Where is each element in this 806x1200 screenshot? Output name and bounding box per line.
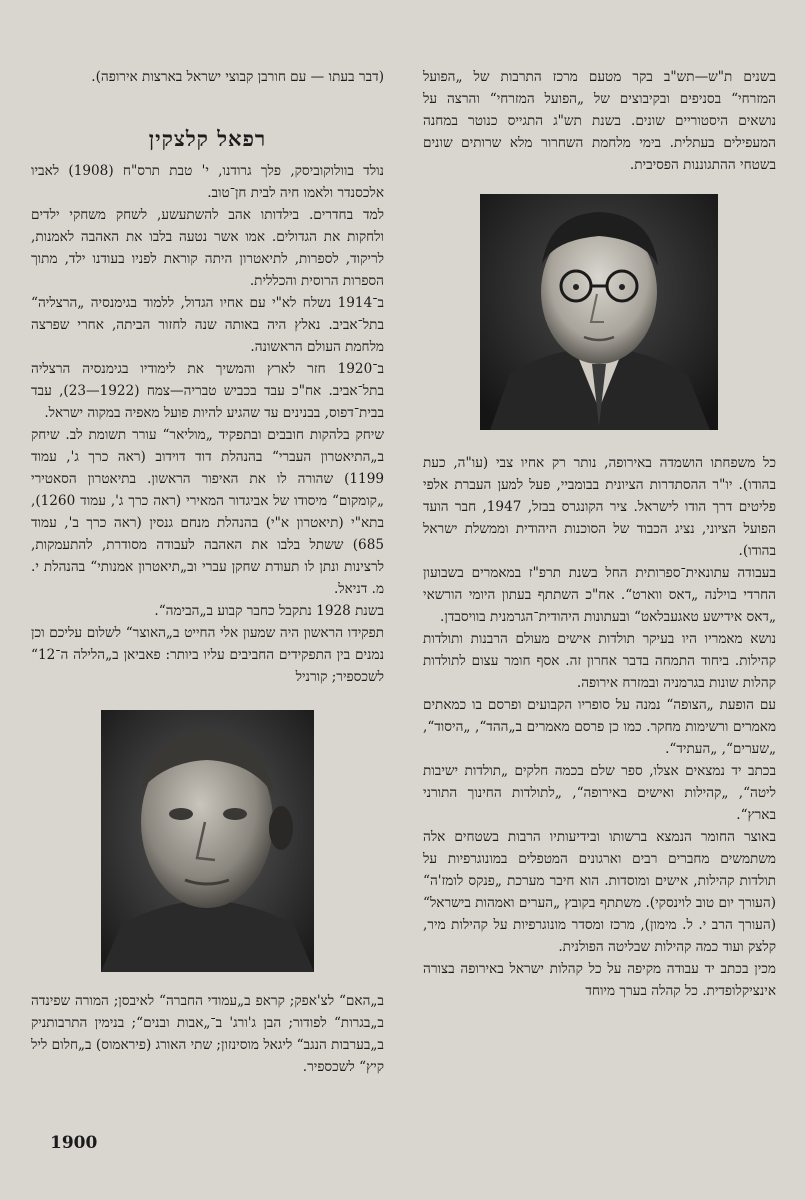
portrait-photo-man-with-glasses xyxy=(480,194,718,430)
portrait-actor-image xyxy=(101,710,314,972)
portrait-glasses-image xyxy=(480,194,718,430)
page-number: 1900 xyxy=(50,1133,98,1153)
paragraph: בכתב יד נמצאים אצלו, ספר שלם בכמה חלקים „תולדות ישיבות ליטה“, „קהילות ואישים באירופה“, „לתולדות החינוך התורני בארץ“. xyxy=(423,763,776,823)
right-column xyxy=(423,66,776,1002)
paragraph: כל משפחתו הושמדה באירופה, נותר רק אחיו צבי (עו"ה, כעת בהודו). יו"ר ההסתדרות הציונית בבומביי, פעל למען העברת אלפי פליטים דרך הודו לישראל. ציר הקונגרס בבזל, 1947, חבר הועד הפועל הציוני, נציג הכבוד של הסוכנות היהודית וממשלת ישראל בהודו). xyxy=(423,455,776,559)
paragraph: באוצר החומר הנמצא ברשותו ובידיעותיו הרבות בשטחים אלה משתמשים מחברים רבים וארגונים המטפלים במונוגרפיות על תולדות קהילות, אישים ומוסדות. הוא חיבר מערכת „פנקס לומז'ה“ (העורך יום טוב לוינסקי). משתתף בקובץ „הערים ואמהות בישראל“ (העורך הרב י. ל. מימון), מרכז ומסדר מונוגרפיות על קהילות מיר, קלצק ועוד כמה קהילות שבליטה הפולנית. xyxy=(423,829,776,955)
continuation-paragraph: (דבר בעתו — עם חורבן קבוצי ישראל בארצות אירופה). xyxy=(91,69,384,85)
paragraph: בעבודה עתונאית־ספרותית החל בשנת תרפ"ז במאמרים בשבועון החרדי בוילנה „דאס ווארט“. אח"כ השתתף בעתון היומי הורשאי „דאס אידישע טאגעבלאט“ ובעתונות היהודית־הגרמנית בוויסבדן. xyxy=(423,565,776,625)
paragraph: ב„האם“ לצ'אפק; קראפ ב„עמודי החברה“ לאיבסן; המורה שפינדה ב„בגרות“ לפודור; הבן ג'ורג' ב־„אבות ובנים“; בנימין התרבותניק ב„בערבות הנגב“ ליגאל מוסינזון; שתי האורג (פיראמוס) ב„חלום ליל קיץ“ לשכספיר. xyxy=(31,993,384,1075)
paragraph: ב־1920 חזר לארץ והמשיך את לימודיו בגימנסיה הרצליה בתל־אביב. אח"כ עבד בכביש טבריה—צמח (1922—23), עבד בבית־דפוס, בבנינים עד שהגיע להיות פועל מאפיה במקוה ישראל. xyxy=(31,361,384,421)
paragraph: מכין בכתב יד עבודה מקיפה על כל קהלות ישראל באירופה בצורה אינציקלופדית. כל קהלה בערך מיוחד xyxy=(423,961,776,999)
left-column xyxy=(31,66,384,1078)
paragraph: ב־1914 נשלח לא"י עם אחיו הגדול, ללמוד בגימנסיה „הרצליה“ בתל־אביב. נאלץ היה באותה שנה לחזור הביתה, אחרי שפרצה מלחמת העולם הראשונה. xyxy=(31,295,384,355)
paragraph: נושא מאמריו היו בעיקר תולדות אישים מעולם הרבנות ותולדות קהילות. ביחוד התמחה בדבר אחרון זה. אסף חומר עצום לתולדות קהלות שונות בגרמניה ובמזרח אירופה. xyxy=(423,631,776,691)
entry-heading: רפאל קלצקין xyxy=(148,126,267,151)
paragraph: בשנת 1928 נתקבל כחבר קבוע ב„הבימה“. xyxy=(154,603,384,619)
paragraph: עם הופעת „הצופה“ נמנה על סופריו הקבועים ופרסם בו כמאתים מאמרים ורשימות מחקר. כמו כן פרסם מאמרים ב„ההד“, „היסוד“, „שערים“, „העתיד“. xyxy=(423,697,776,757)
intro-paragraph: בשנים ת"ש—תש"ב בקר מטעם מרכז התרבות של „הפועל המזרחי“ בסניפים ובקיבוצים של „הפועל המזרחי“ והרצה על נושאים היסטוריים שונים. בשנת תש"ג התגייס כנוטר במחנה המעפילים בעתלית. בימי מלחמת השחרור מלא שרותים שונים בשטחי ההתגוננות הפסיבית. xyxy=(423,69,776,173)
paragraph: תפקידו הראשון היה שמעון אלי החייט ב„האוצר“ לשלום עליכם וכן נמנים בין התפקידים החביבים עליו ביותר: פאביאן ב„הלילה ה־12“ לשכספיר; קורניל xyxy=(31,625,384,685)
paragraph: למד בחדרים. בילדותו אהב להשתעשע, לשחק משחקי ילדים ולחקות את הגדולים. אמו אשר נטעה בלבו את האהבה לאמנות, לריקוד, לספרות, לתיאטרון היתה קוראת לפניו בעודנו ילד, מתוך הספרות הרוסית והכללית. xyxy=(31,207,384,289)
paragraph: נולד בוולוקוביסק, פלך גרודנו, י' טבת תרס"ח (1908) לאביו אלכסנדר ולאמו חיה לבית חן־טוב. xyxy=(31,163,384,201)
portrait-photo-actor xyxy=(101,710,314,972)
paragraph: שיחק בלהקות חובבים ובתפקיד „מוליאר“ עורר תשומת לב. שיחק ב„התיאטרון העברי“ בהנהלת דוד דוידוב (ראה כרך ג', עמוד 1199) שהורה לו את האיפור הראשון. בתיאטרון הסאטירי „קומקום“ מיסודו של אביגדור המאירי (ראה כרך ג', עמוד 1260), בתא"י (תיאטרון א"י) בהנהלת מנחם גנסין (ראה כרך ב', עמוד 685) ששתל בלבו את האהבה לעבודה מסודרת, להתעמקות, לרצינות ונתן לו תעודת שחקן עברי וב„תיאטרון אמנותי“ בהנהלת י. מ. דניאל. xyxy=(31,427,384,597)
